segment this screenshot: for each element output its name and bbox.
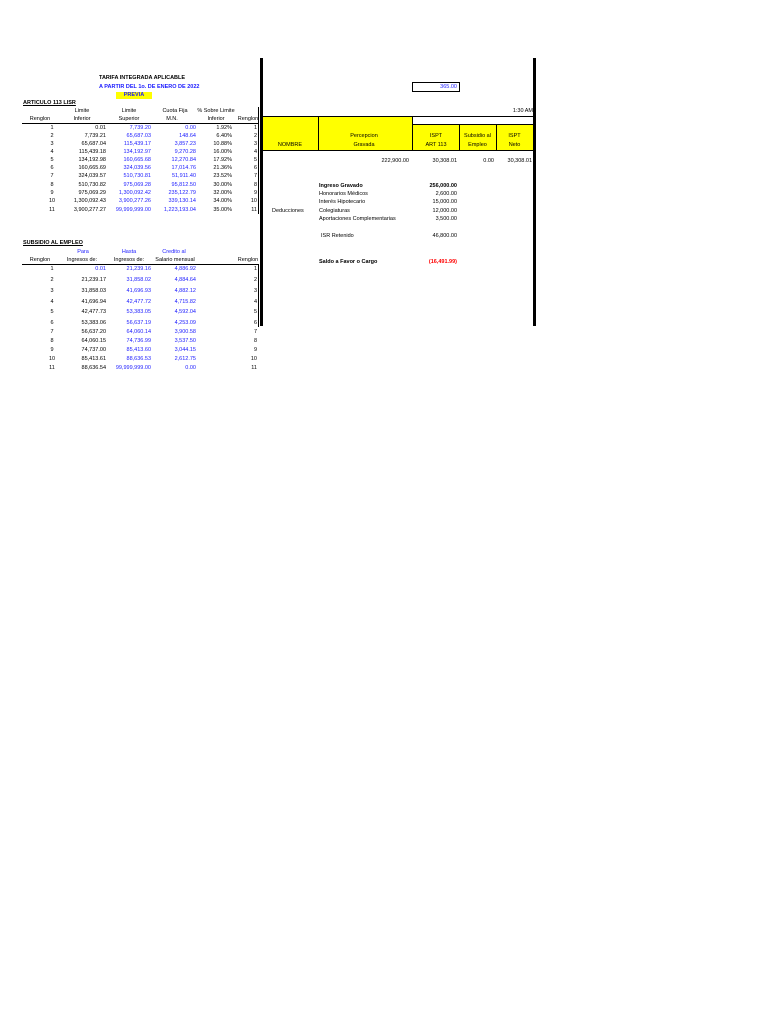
ingresos-desde-cell: 31,858.03 [81,287,106,294]
time-stamp: 1:30 AM [512,107,533,114]
cuota-fija-cell: 148.64 [179,132,196,139]
renglon-cell: 11 [49,206,55,213]
porcentaje-cell: 6.40% [216,132,232,139]
renglon-cell: 9 [253,189,257,196]
ingreso-gravado-label: Ingreso Gravado [319,182,363,189]
limite-inferior-cell: 115,439.18 [78,148,106,155]
ingresos-desde-cell: 21,239.17 [81,276,106,283]
saldo-value: (16,491.99) [428,258,457,265]
col-neto-label: ISPT [508,132,521,139]
cuota-fija-cell: 3,857.23 [174,140,196,147]
limite-inferior-cell: 1,300,092.43 [73,197,106,204]
renglon-cell: 4 [50,298,54,305]
ingresos-hasta-cell: 88,636.53 [126,355,151,362]
renglon-cell: 11 [251,364,257,371]
renglon-cell: 10 [250,197,257,204]
porcentaje-cell: 17.92% [213,156,232,163]
header-renglon-right: Renglon [237,256,259,263]
renglon-cell: 2 [253,276,257,283]
header-limite-superior: Limite [121,107,137,114]
limite-inferior-cell: 510,730.82 [78,181,106,188]
ingresos-hasta-cell: 99,999,999.00 [115,364,151,371]
limite-superior-cell: 7,739.20 [129,124,151,131]
renglon-cell: 7 [50,328,54,335]
deduccion-value: 15,000.00 [432,198,457,205]
credito-salario-cell: 3,537.50 [174,337,196,344]
renglon-cell: 11 [251,206,257,213]
renglon-cell: 6 [253,164,257,171]
limite-inferior-cell: 975,069.29 [78,189,106,196]
ispt-neto-value: 30,308.01 [507,157,532,164]
limite-superior-cell: 3,900,277.26 [118,197,151,204]
ingresos-hasta-cell: 53,383.05 [126,308,151,315]
porcentaje-cell: 1.92% [216,124,232,131]
deduccion-label: Colegiaturas [319,207,350,214]
header-para: Para [77,248,89,255]
col-subsidio-label-2: Empleo [468,141,487,148]
renglon-cell: 5 [253,308,257,315]
renglon-cell: 3 [50,287,54,294]
header-renglon-right: Renglon [237,115,259,122]
deduccion-value: 3,500.00 [435,215,457,222]
page-title: TARIFA INTEGRADA APLICABLE [99,74,186,81]
percepcion-gravada-value: 222,900.00 [381,157,409,164]
col-ispt-label-2: ART 113 [425,141,447,148]
porcentaje-cell: 34.00% [213,197,232,204]
limite-inferior-cell: 160,665.69 [78,164,106,171]
renglon-cell: 8 [253,181,257,188]
credito-salario-cell: 3,044.15 [174,346,196,353]
porcentaje-cell: 30.00% [213,181,232,188]
ingresos-desde-cell: 88,636.54 [81,364,106,371]
limite-inferior-cell: 0.01 [95,124,106,131]
renglon-cell: 9 [50,346,54,353]
renglon-cell: 7 [253,172,257,179]
ispt-art113-value: 30,308.01 [432,157,457,164]
renglon-cell: 4 [253,148,257,155]
renglon-cell: 10 [250,355,257,362]
saldo-label: Saldo a Favor o Cargo [319,258,378,265]
header-credito: Credito al [162,248,186,255]
renglon-cell: 6 [50,164,54,171]
ingresos-hasta-cell: 41,696.93 [126,287,151,294]
renglon-cell: 7 [253,328,257,335]
header-salario-mensual: Salario mensual [155,256,195,263]
ingresos-hasta-cell: 21,239.16 [126,265,151,272]
renglon-cell: 8 [50,181,54,188]
renglon-cell: 9 [253,346,257,353]
limite-inferior-cell: 65,687.04 [81,140,106,147]
subsidio-column-border [258,264,259,327]
cuota-fija-cell: 12,270.84 [171,156,196,163]
limite-inferior-cell: 3,900,277.27 [73,206,106,213]
porcentaje-cell: 10.88% [213,140,232,147]
tarifa-section-title: ARTICULO 113 LISR [23,99,76,106]
credito-salario-cell: 4,884.64 [174,276,196,283]
renglon-cell: 3 [253,140,257,147]
renglon-cell: 5 [50,156,54,163]
header-ingresos-hasta: Ingresos de: [113,256,145,263]
header-mn: M.N. [166,115,178,122]
renglon-cell: 9 [50,189,54,196]
header-superior: Superior [118,115,140,122]
limite-superior-cell: 1,300,092.42 [118,189,151,196]
renglon-cell: 1 [253,265,257,272]
header-ingresos-para: Ingresos de: [66,256,98,263]
credito-salario-cell: 4,715.82 [174,298,196,305]
limite-superior-cell: 975,069.28 [123,181,151,188]
renglon-cell: 8 [253,337,257,344]
renglon-cell: 6 [253,319,257,326]
credito-salario-cell: 3,900.58 [174,328,196,335]
porcentaje-cell: 35.00% [213,206,232,213]
ingreso-gravado-value: 256,000.00 [429,182,457,189]
credito-salario-cell: 4,882.12 [174,287,196,294]
ingresos-desde-cell: 0.01 [95,265,106,272]
renglon-cell: 1 [50,124,54,131]
section-divider-right [533,58,536,326]
col-neto-label-2: Neto [508,141,521,148]
credito-salario-cell: 0.00 [185,364,196,371]
renglon-cell: 6 [50,319,54,326]
credito-salario-cell: 4,253.09 [174,319,196,326]
renglon-cell: 8 [50,337,54,344]
porcentaje-cell: 32.00% [213,189,232,196]
dias-input-box[interactable] [412,82,460,92]
cuota-fija-cell: 9,270.28 [174,148,196,155]
limite-superior-cell: 324,039.56 [123,164,151,171]
ingresos-desde-cell: 56,637.20 [81,328,106,335]
ingresos-hasta-cell: 64,060.14 [126,328,151,335]
ingresos-desde-cell: 41,696.94 [81,298,106,305]
limite-superior-cell: 115,439.17 [123,140,151,147]
limite-inferior-cell: 7,739.21 [84,132,106,139]
renglon-cell: 1 [50,265,54,272]
subsidio-empleo-value: 0.00 [483,157,494,164]
renglon-cell: 5 [253,156,257,163]
header-renglon-left: Renglon [29,256,51,263]
ingresos-desde-cell: 85,413.61 [81,355,106,362]
page-subtitle: A PARTIR DEL 1o. DE ENERO DE 2022 [99,83,200,90]
header-renglon-left: Renglon [29,115,51,122]
limite-superior-cell: 99,999,999.00 [115,206,151,213]
isr-retenido-value: 46,800.00 [432,232,457,239]
renglon-cell: 2 [253,132,257,139]
ingresos-desde-cell: 74,737.00 [81,346,106,353]
cuota-fija-cell: 235,122.79 [168,189,196,196]
credito-salario-cell: 4,592.04 [174,308,196,315]
isr-retenido-label: ISR Retenido [321,232,354,239]
renglon-cell: 3 [50,140,54,147]
subsidio-section-title: SUBSIDIO AL EMPLEO [23,239,83,246]
renglon-cell: 3 [253,287,257,294]
ingresos-desde-cell: 53,383.06 [81,319,106,326]
ingresos-hasta-cell: 85,413.60 [126,346,151,353]
col-percepcion-label: Percepcion [350,132,378,139]
header-porcentaje: % Sobre Limite [197,107,235,114]
renglon-cell: 2 [50,132,54,139]
renglon-cell: 2 [50,276,54,283]
limite-inferior-cell: 134,192.98 [78,156,106,163]
deducciones-label: Deducciones [272,207,304,214]
col-subsidio-label: Subsidio al [464,132,491,139]
deduccion-label: Aportaciones Complementarias [319,215,396,222]
deduccion-label: Interés Hipotecario [319,198,366,205]
renglon-cell: 11 [49,364,55,371]
renglon-cell: 5 [50,308,54,315]
ingresos-desde-cell: 42,477.73 [81,308,106,315]
ingresos-desde-cell: 64,060.15 [81,337,106,344]
cuota-fija-cell: 95,812.50 [171,181,196,188]
deduccion-label: Honorarios Médicos [319,190,368,197]
ingresos-hasta-cell: 56,637.19 [126,319,151,326]
limite-superior-cell: 510,730.81 [123,172,151,179]
previa-badge: PREVIA [116,92,152,99]
cuota-fija-cell: 0.00 [185,124,196,131]
tarifa-column-border [258,107,259,214]
renglon-cell: 4 [50,148,54,155]
cuota-fija-cell: 17,014.76 [171,164,196,171]
limite-superior-cell: 160,665.68 [123,156,151,163]
ingresos-hasta-cell: 31,858.02 [126,276,151,283]
cuota-fija-cell: 51,911.40 [171,172,196,179]
ingresos-hasta-cell: 42,477.72 [126,298,151,305]
renglon-cell: 10 [48,197,56,204]
header-inferior: Inferior [73,115,91,122]
header-hasta: Hasta [121,248,137,255]
renglon-cell: 1 [253,124,257,131]
deduccion-value: 2,600.00 [435,190,457,197]
deduccion-value: 12,000.00 [432,207,457,214]
porcentaje-cell: 16.00% [213,148,232,155]
ingresos-hasta-cell: 74,736.99 [126,337,151,344]
section-divider-left [260,58,263,326]
header-limite-inferior: Limite [74,107,90,114]
header-cuota-fija: Cuota Fija [162,107,188,114]
col-percepcion-label-2: Gravada [353,141,375,148]
renglon-cell: 7 [50,172,54,179]
cuota-fija-cell: 339,130.14 [168,197,196,204]
renglon-cell: 10 [48,355,56,362]
porcentaje-cell: 21.36% [213,164,232,171]
header-porcentaje-inferior: Inferior [207,115,225,122]
limite-superior-cell: 134,192.97 [123,148,151,155]
col-ispt-label: ISPT [429,132,443,139]
limite-superior-cell: 65,687.03 [126,132,151,139]
limite-inferior-cell: 324,039.57 [78,172,106,179]
porcentaje-cell: 23.52% [213,172,232,179]
dias-value: 365.00 [440,83,457,90]
renglon-cell: 4 [253,298,257,305]
col-nombre-label: NOMBRE [277,141,303,148]
credito-salario-cell: 2,612.75 [174,355,196,362]
cuota-fija-cell: 1,223,193.04 [163,206,196,213]
credito-salario-cell: 4,886.92 [174,265,196,272]
